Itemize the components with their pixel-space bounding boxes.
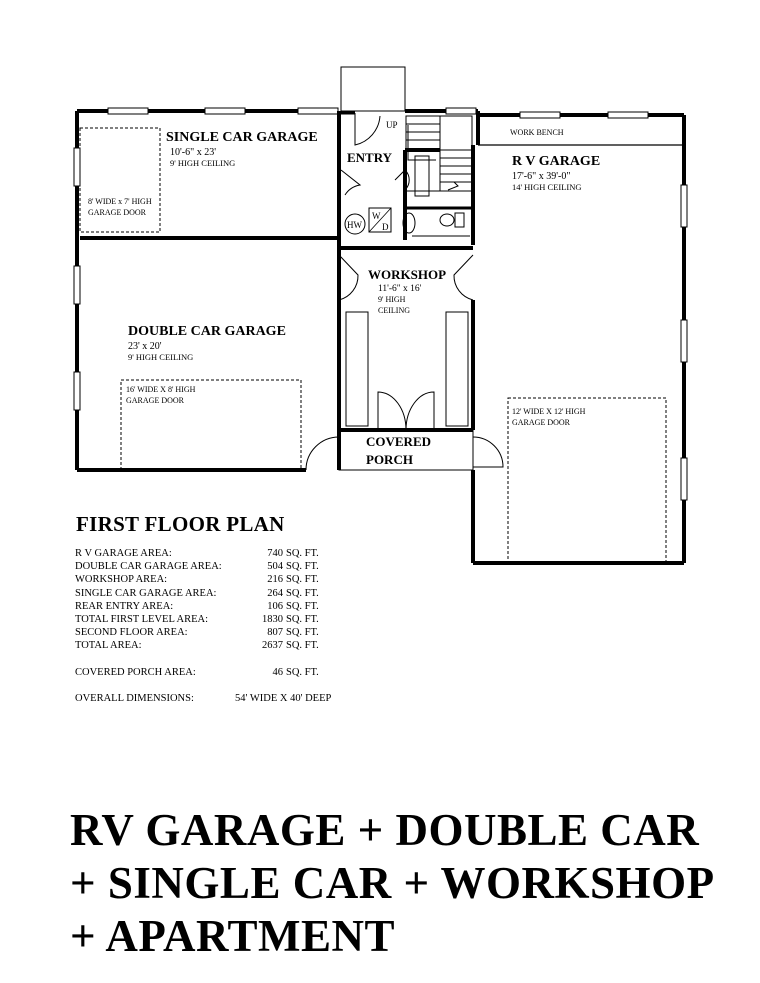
garage-doors bbox=[80, 128, 666, 563]
entry-canopy bbox=[341, 67, 405, 111]
area-row bbox=[75, 639, 331, 652]
single-car-door-2: GARAGE DOOR bbox=[88, 208, 146, 217]
area-row bbox=[75, 573, 331, 586]
area-label: DOUBLE CAR GARAGE AREA: bbox=[75, 561, 222, 573]
workshop-ceiling-1: 9' HIGH bbox=[378, 295, 406, 304]
area-unit: SQ. FT. bbox=[286, 561, 319, 573]
area-unit: SQ. FT. bbox=[286, 574, 319, 586]
area-value: 216 bbox=[267, 574, 283, 586]
wd-label-w: W bbox=[372, 211, 381, 221]
single-car-door-1: 8' WIDE x 7' HIGH bbox=[88, 197, 152, 206]
area-label: REAR ENTRY AREA: bbox=[75, 600, 174, 612]
headline-line-3: + APARTMENT bbox=[70, 911, 395, 961]
porch-name-2: PORCH bbox=[366, 452, 413, 467]
area-unit: SQ. FT. bbox=[286, 640, 319, 652]
area-value: 504 bbox=[267, 561, 283, 573]
area-value: 740 bbox=[267, 548, 283, 559]
area-value: 2637 bbox=[262, 640, 283, 652]
area-value: 106 bbox=[267, 600, 283, 612]
porch-area-unit: SQ. FT. bbox=[286, 666, 319, 678]
double-car-name: DOUBLE CAR GARAGE bbox=[128, 324, 286, 339]
area-unit: SQ. FT. bbox=[286, 614, 319, 626]
porch-area-row bbox=[75, 666, 331, 679]
rv-garage-dims: 17'-6" x 39'-0" bbox=[512, 171, 571, 182]
area-value: 264 bbox=[267, 587, 283, 599]
area-label: TOTAL FIRST LEVEL AREA: bbox=[75, 614, 209, 626]
area-row bbox=[75, 560, 331, 573]
rv-garage-name: R V GARAGE bbox=[512, 154, 601, 169]
bathroom bbox=[403, 208, 473, 236]
porch-area-label: COVERED PORCH AREA: bbox=[75, 666, 196, 678]
headline-line-1: RV GARAGE + DOUBLE CAR bbox=[70, 805, 700, 855]
double-car-dims: 23' x 20' bbox=[128, 341, 162, 352]
area-label: R V GARAGE AREA: bbox=[75, 548, 172, 559]
rv-garage-door-1: 12' WIDE X 12' HIGH bbox=[512, 407, 586, 416]
headline bbox=[70, 804, 715, 963]
area-table bbox=[75, 547, 331, 705]
single-car-ceiling: 9' HIGH CEILING bbox=[170, 158, 236, 168]
workshop-ceiling-2: CEILING bbox=[378, 306, 410, 315]
area-label: SINGLE CAR GARAGE AREA: bbox=[75, 587, 217, 599]
headline-line-2: + SINGLE CAR + WORKSHOP bbox=[70, 858, 715, 908]
wd-label-d: D bbox=[382, 222, 389, 232]
stair bbox=[406, 116, 472, 191]
hw-label: HW bbox=[347, 220, 362, 230]
stair-up-label: UP bbox=[386, 120, 398, 130]
work-bench-label: WORK BENCH bbox=[510, 128, 564, 137]
area-unit: SQ. FT. bbox=[286, 600, 319, 612]
double-car-ceiling: 9' HIGH CEILING bbox=[128, 352, 194, 362]
area-unit: SQ. FT. bbox=[286, 548, 319, 559]
area-unit: SQ. FT. bbox=[286, 587, 319, 599]
double-car-door-1: 16' WIDE X 8' HIGH bbox=[126, 385, 196, 394]
overall-dimensions-label: OVERALL DIMENSIONS: bbox=[75, 692, 194, 704]
area-value: 807 bbox=[267, 627, 283, 639]
area-label: TOTAL AREA: bbox=[75, 640, 142, 652]
workshop-name: WORKSHOP bbox=[368, 267, 447, 282]
area-table-title: FIRST FLOOR PLAN bbox=[76, 512, 285, 536]
overall-dimensions-value: 54' WIDE X 40' DEEP bbox=[235, 692, 332, 704]
single-car-dims: 10'-6" x 23' bbox=[170, 147, 217, 158]
double-car-door-2: GARAGE DOOR bbox=[126, 396, 184, 405]
overall-dimensions-row bbox=[75, 692, 331, 705]
area-row bbox=[75, 547, 331, 560]
porch-area-value: 46 bbox=[272, 666, 283, 678]
area-row bbox=[75, 587, 331, 600]
area-unit: SQ. FT. bbox=[286, 627, 319, 639]
area-row bbox=[75, 613, 331, 626]
porch-name-1: COVERED bbox=[366, 434, 432, 449]
rv-garage-door-2: GARAGE DOOR bbox=[512, 418, 570, 427]
area-row bbox=[75, 626, 331, 639]
area-label: WORKSHOP AREA: bbox=[75, 574, 168, 586]
rv-garage-ceiling: 14' HIGH CEILING bbox=[512, 182, 582, 192]
area-value: 1830 bbox=[262, 614, 283, 626]
single-car-name: SINGLE CAR GARAGE bbox=[166, 130, 318, 145]
workshop-dims: 11'-6" x 16' bbox=[378, 284, 422, 294]
area-label: SECOND FLOOR AREA: bbox=[75, 627, 188, 639]
area-row bbox=[75, 600, 331, 613]
entry-name: ENTRY bbox=[347, 150, 393, 165]
